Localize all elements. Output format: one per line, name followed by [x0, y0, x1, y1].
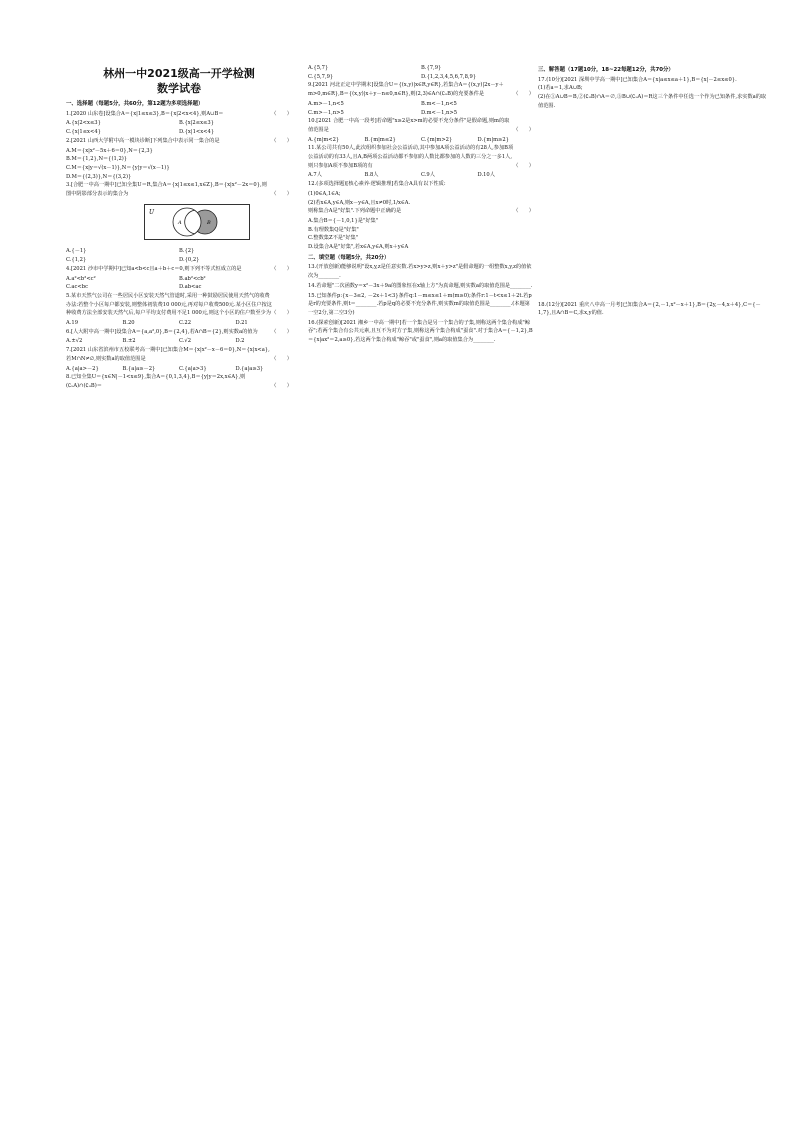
column-3 [538, 64, 768, 319]
column-2 [308, 64, 534, 346]
option-b: B.8人 [364, 172, 379, 179]
answer-bracket: （ ） [271, 355, 292, 362]
option-d: D.21 [235, 320, 248, 327]
section-3-heading: 三、解答题（17题10分，18~22每题12分，共70分） [538, 67, 674, 73]
option-a: A.7人 [308, 172, 322, 179]
question-stem: 12.(多项选择题)[核心素养·逻辑推理]若集合A具有以下性质: [308, 181, 446, 188]
option-d: D.M＝{(2,3)},N＝{(3,2)} [66, 173, 132, 180]
option-d: D.{m|m≥2} [477, 136, 509, 143]
options [66, 247, 292, 264]
answer-bracket: （ ） [271, 328, 292, 335]
paper-title: 林州一中2021级高一开学检测 [103, 67, 255, 80]
question-7 [66, 346, 292, 363]
option-d: D.10人 [477, 172, 495, 179]
option-b: B.±2 [122, 338, 136, 345]
option-a: A.{a|a>－2} [66, 365, 99, 372]
option-a: A.a²<b²<c² [66, 275, 96, 282]
part-1: (1)若a＝1,求A∪B; [538, 85, 583, 92]
question-stem: 10.[2021 合肥一中高一段考]若命题"x≥2是x>m的必要不充分条件"是假命题,则m的取值范围是 [308, 118, 510, 133]
part-2: (2)在①A∪B＝B,②(∁ᵤB)∩A＝∅,③B∪(∁ᵤA)＝R这三个条件中任选一个作为已知条件,求实数a的取值范围. [538, 94, 767, 109]
option-d: D.{x|1<x<4} [179, 129, 215, 136]
question-stem: 9.[2021 河北正定中学期末]设集合U＝{(x,y)|x∈R,y∈R},若集合A＝{(x,y)|2x－y＋m>0,m∈R},B＝{(x,y)|x＋y－n≤0,n∈R},则(2,3)∈A∩(∁ᵤB)的充要条件是 [308, 82, 504, 98]
option-d: D.{a|a≥3} [235, 365, 264, 372]
option-a: A.{m|m<2} [308, 136, 340, 143]
question-stem: 6.[人大附中高一期中]设集合A＝{a,a²,0},B＝{2,4},若A∩B＝{2},则实数a的值为 [66, 328, 258, 335]
question-stem: 14.若命题"二次函数y＝x²－3x＋9a的图象恒在x轴上方"为真命题,则实数a的取值范围是________. [308, 282, 533, 289]
option-c: C.22 [179, 320, 192, 327]
option-d: D.设集合A是"好集",若x∈A,y∈A,则x＋y∈A [308, 244, 409, 251]
options [308, 64, 534, 81]
column-1 [66, 64, 292, 392]
question-10 [308, 117, 534, 134]
option-b: B.{m|m≤2} [364, 136, 396, 143]
option-a: A.{－1} [66, 248, 87, 255]
option-a: A.M＝{x|x²－5x＋6＝0},N＝{2,3} [66, 147, 153, 154]
option-b: B.{x|2≤x≤3} [179, 120, 214, 127]
option-b: B.m<－1,n<5 [421, 100, 457, 107]
question-15 [308, 292, 534, 318]
section-1-heading: 一、选择题（每题5分，共60分，第12题为多项选择题） [66, 101, 204, 107]
option-a: A.{5,7} [308, 65, 329, 71]
question-12-lead [308, 207, 534, 216]
question-3 [66, 181, 292, 198]
question-stem: 5.某市天然气公司在一些居民小区安装天然气管道时,采用一种鼓励居民使用天然气的收费办法:若整个小区每户都安装,则整体初装费10 000元,再对每户收费500元.某小区住户按这种收费方法全部安装天然气后,每户平均支付费用不足1 000元,则这个小区的住户数至少为 [66, 292, 272, 317]
answer-bracket: （ ） [513, 162, 534, 169]
options [308, 100, 534, 117]
option-b: B.{2} [179, 248, 195, 255]
options [66, 119, 292, 136]
question-9 [308, 81, 534, 98]
venn-diagram [144, 204, 250, 240]
paper-subtitle: 数学试卷 [157, 82, 201, 95]
question-17 [538, 76, 768, 111]
question-16 [308, 319, 534, 345]
section-2-heading: 二、填空题（每题5分，共20分） [308, 254, 390, 261]
options [66, 337, 292, 346]
question-stem: 11.某公司共有50人,此次组织参加社会公益活动,其中参加A项公益活动的有28人,参加B项公益活动的有33人,且A,B两项公益活动都不参加的人数比都参加的人数的三分之一多1人,则只参加A项不参加B项的有 [308, 145, 514, 169]
option-b: B.20 [122, 320, 135, 327]
answer-bracket: （ ） [271, 191, 292, 198]
question-14 [308, 282, 534, 291]
option-a: A.19 [66, 320, 78, 327]
answer-bracket: （ ） [513, 91, 534, 98]
question-8 [66, 373, 292, 390]
option-c: C.{x|1≤x<4} [66, 129, 101, 136]
question-11 [308, 144, 534, 170]
answer-bracket: （ ） [271, 137, 292, 144]
question-lead: 则称集合A是"好集".下列命题中正确的是 [308, 208, 402, 215]
question-13 [308, 263, 534, 280]
question-1 [66, 110, 292, 119]
question-4 [66, 265, 292, 274]
option-d: D.{0,2} [179, 257, 200, 264]
question-5 [66, 292, 292, 318]
venn-label-u: U [149, 208, 155, 216]
option-b: B.ab²<cb² [179, 275, 206, 282]
question-stem: 17.(10分)[2021 深圳中学高一期中]已知集合A＝{x|a≤x≤a＋1},B＝{x|－2≤x≤0}. [538, 76, 737, 83]
options [308, 136, 534, 145]
option-a: A.±√2 [66, 338, 83, 345]
option-c: C.ac<bc [66, 284, 89, 291]
option-c: C.{a|a>3} [179, 365, 207, 372]
option-c: C.{1,2} [66, 257, 87, 264]
question-12 [308, 180, 534, 189]
question-stem: 3.[合肥一中高一期中]已知全集U＝R,集合A＝{x|1≤x≤1,x∈Z},B＝{x|x²－2x＝0},则图中阴影部分表示的集合为 [66, 182, 267, 198]
options [66, 275, 292, 292]
option-c: C.√2 [179, 338, 192, 345]
option-c: C.{m|m>2} [421, 136, 453, 143]
property-2: (2)若x∈A,y∈A,则x－y∈A,且x≠0时,1/x∈A. [308, 199, 411, 206]
question-stem: 7.[2021 山东省滨州市五校联考高一期中]已知集合M＝{x|x²－x－6＝0},N＝{x|x<a},若M∩N≠∅,则实数a的取值范围是 [66, 347, 270, 362]
question-stem: 4.[2021 沙市中学期中]已知a<b<c且a＋b＋c＝0,则下列不等式恒成立的是 [66, 265, 242, 272]
option-c: C.9人 [421, 172, 435, 179]
answer-bracket: （ ） [513, 208, 534, 215]
option-d: D.ab<ac [179, 284, 202, 291]
option-c: C.整数集Z不是"好集" [308, 235, 359, 242]
question-stem: 15.已知条件p:{x－3≤2, －2x＋1<3}条件q:1－m≤x≤1＋m(m≥0);条件r:1－t<x≤1＋2t.若p是r的充要条件,则t＝________.若p是q的必要不充分条件,则实数m的取值范围是________.(本题第一空2分,第二空3分) [308, 292, 532, 316]
answer-bracket: （ ） [271, 110, 292, 117]
option-a: A.集合B＝{－1,0,1}是"好集" [308, 217, 379, 224]
question-stem: 1.[2020 山东卷]设集合A＝{x|1≤x≤3},B＝{x|2<x<4},则A∪B＝ [66, 110, 224, 117]
option-d: D.2 [235, 338, 245, 345]
answer-bracket: （ ） [271, 310, 292, 317]
options [66, 319, 292, 328]
options [66, 365, 292, 374]
options [308, 171, 534, 180]
answer-bracket: （ ） [271, 265, 292, 272]
venn-label-a: A [178, 219, 182, 226]
option-a: A.{x|2<x≤3} [66, 120, 101, 127]
option-c: C.{5,7,9} [308, 73, 334, 80]
question-stem: 8.已知全集U＝{x∈N|－1<x≤9},集合A＝{0,1,3,4},B＝{y|y＝2x,x∈A},则(∁ᵤA)∩(∁ᵤB)＝ [66, 374, 246, 389]
question-stem: 16.(探索创新)[2021 湘乡一中高一期中]若一个集合是另一个集合的子集,则称这两个集合构成"鲸吞";若两个集合有公共元素,且互不为对方子集,则称这两个集合构成"蚕食".对于集合A＝{－1,2},B＝{x|ax²＝2,a≥0},若这两个集合构成"鲸吞"或"蚕食",则a的取值集合为________. [308, 319, 533, 344]
property-1: (1)0∈A,1∈A; [308, 190, 341, 197]
question-2 [66, 137, 292, 146]
option-c: C.M＝{x|y＝√(x－1)},N＝{y|y＝√(x－1)} [66, 164, 170, 171]
option-a: A.m>－1,n<5 [308, 100, 344, 107]
option-b: B.{7,9} [421, 65, 442, 71]
question-18 [538, 301, 768, 318]
answer-bracket: （ ） [271, 382, 292, 389]
answer-bracket: （ ） [513, 126, 534, 133]
option-c: C.m>－1,n>5 [308, 109, 344, 116]
venn-intersection [185, 210, 201, 234]
option-b: B.{a|a≥－2} [122, 365, 156, 372]
venn-label-b: B [207, 219, 211, 226]
option-b: B.M＝{1,2},N＝{(1,2)} [66, 156, 128, 163]
option-d: D.m<－1,n>5 [421, 109, 458, 116]
option-d: D.{1,2,3,4,5,6,7,8,9} [421, 73, 477, 80]
question-stem: 2.[2021 山西大学附中高一模块诊断]下列集合中表示同一集合的是 [66, 137, 220, 144]
question-stem: 18.(12分)[2021 重庆八中高一月考]已知集合A＝{2,－1,x²－x＋1},B＝{2y,－4,x＋4},C＝{－1,7},且A∩B＝C,求x,y的值. [538, 301, 761, 317]
question-6 [66, 328, 292, 337]
option-b: B.有理数集Q是"好集" [308, 226, 359, 233]
question-stem: 13.(开放创新)能够说明"设x,y,z是任意实数.若x>y>z,则x＋y>z"是假命题的一组整数x,y,z的值依次为________. [308, 264, 532, 280]
